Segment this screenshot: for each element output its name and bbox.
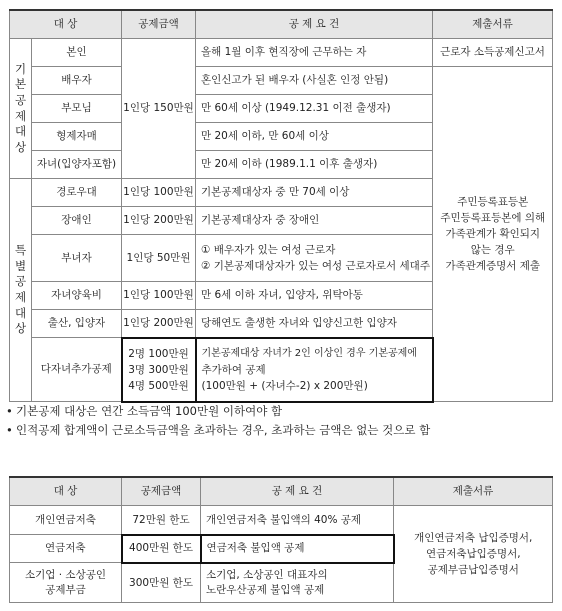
target-cell: 자녀양육비	[32, 282, 122, 310]
header-amount: 공제금액	[122, 10, 196, 39]
amount-cell: 1인당 200만원	[122, 207, 196, 235]
requirement-cell: 만 20세 이하 (1989.1.1 이후 출생자)	[196, 151, 433, 179]
note-item	[6, 402, 430, 421]
header-requirement: 공 제 요 건	[196, 10, 433, 39]
header-documents: 제출서류	[394, 477, 553, 506]
special-documents-cell	[433, 67, 553, 402]
target-cell: 출산, 입양자	[32, 310, 122, 338]
doc-line: 가족관계가 확인되지	[445, 228, 541, 240]
personal-deduction-table	[9, 9, 553, 403]
group-special-label: 특 별 공 제 대 상	[10, 179, 32, 402]
requirement-line: 소기업, 소상공인 대표자의	[206, 568, 328, 581]
amount-cell: 1인당 100만원	[122, 179, 196, 207]
doc-line: 주민등록표등본	[457, 196, 529, 208]
requirement-cell: 만 60세 이상 (1949.12.31 이전 출생자)	[196, 95, 433, 123]
target-cell: 형제자매	[32, 123, 122, 151]
amount-line: 2명 100만원	[128, 347, 189, 360]
requirement-line: 노란우산공제 불입액 공제	[206, 583, 325, 596]
requirement-cell: 만 20세 이하, 만 60세 이상	[196, 123, 433, 151]
amount-line: 4명 500만원	[128, 379, 189, 392]
doc-line: 공제부금납입증명서	[427, 564, 519, 576]
doc-line: 주민등록표등본에 의해	[440, 212, 546, 224]
target-line: 소기업 · 소상공인	[24, 568, 106, 581]
target-cell: 장애인	[32, 207, 122, 235]
notes	[6, 402, 430, 440]
doc-line: 연금저축납입증명서,	[425, 548, 521, 560]
target-cell: 본인	[32, 39, 122, 67]
note-text: 기본공제 대상은 연간 소득금액 100만원 이하여야 함	[16, 404, 283, 418]
target-cell: 자녀(입양자포함)	[32, 151, 122, 179]
requirement-cell: 혼인신고가 된 배우자 (사실혼 인정 안됨)	[196, 67, 433, 95]
target-cell: 다자녀추가공제	[32, 338, 122, 402]
header-amount: 공제금액	[122, 477, 201, 506]
group-basic-label: 기 본 공 제 대 상	[10, 39, 32, 179]
bullet-icon: •	[6, 404, 13, 418]
target-cell: 배우자	[32, 67, 122, 95]
table-row	[10, 39, 553, 67]
requirement-line: (100만원 + (자녀수-2) x 200만원)	[201, 379, 368, 392]
doc-line: 가족관계증명서 제출	[445, 260, 541, 272]
amount-line: 3명 300만원	[128, 363, 189, 376]
table-row	[10, 67, 553, 95]
target-cell: 부모님	[32, 95, 122, 123]
amount-cell: 400만원 한도	[122, 535, 201, 563]
requirement-cell: 당해연도 출생한 자녀와 입양신고한 입양자	[196, 310, 433, 338]
header-requirement: 공 제 요 건	[201, 477, 394, 506]
target-line: 공제부금	[45, 583, 86, 596]
target-cell: 경로우대	[32, 179, 122, 207]
requirement-line: 추가하여 공제	[201, 363, 266, 376]
amount-cell	[122, 338, 196, 402]
table-row	[10, 506, 553, 535]
documents-cell	[394, 506, 553, 603]
pension-deduction-table	[9, 476, 553, 603]
requirement-cell: 기본공제대상자 중 만 70세 이상	[196, 179, 433, 207]
requirement-cell	[201, 563, 394, 603]
target-cell: 연금저축	[10, 535, 122, 563]
target-cell: 개인연금저축	[10, 506, 122, 535]
header-target: 대 상	[10, 10, 122, 39]
amount-cell: 72만원 한도	[122, 506, 201, 535]
amount-cell: 1인당 200만원	[122, 310, 196, 338]
amount-cell: 1인당 100만원	[122, 282, 196, 310]
amount-cell: 300만원 한도	[122, 563, 201, 603]
doc-line: 개인연금저축 납입증명서,	[414, 532, 533, 544]
requirement-cell: 연금저축 불입액 공제	[201, 535, 394, 563]
requirement-cell: 개인연금저축 불입액의 40% 공제	[201, 506, 394, 535]
requirement-cell	[196, 235, 433, 282]
requirement-cell: 기본공제대상자 중 장애인	[196, 207, 433, 235]
target-cell: 부녀자	[32, 235, 122, 282]
requirement-line: ① 배우자가 있는 여성 근로자	[201, 244, 336, 256]
requirement-cell	[196, 338, 433, 402]
doc-line: 않는 경우	[470, 244, 515, 256]
header-documents: 제출서류	[433, 10, 553, 39]
amount-cell: 1인당 50만원	[122, 235, 196, 282]
requirement-cell: 올해 1월 이후 현직장에 근무하는 자	[196, 39, 433, 67]
requirement-line: ② 기본공제대상자가 있는 여성 근로자로서 세대주	[201, 260, 430, 272]
note-item	[6, 421, 430, 440]
target-cell	[10, 563, 122, 603]
basic-amount-cell: 1인당 150만원	[122, 39, 196, 179]
note-text: 인적공제 합계액이 근로소득금액을 초과하는 경우, 초과하는 금액은 없는 것으로 함	[16, 423, 431, 437]
requirement-cell: 만 6세 이하 자녀, 입양자, 위탁아동	[196, 282, 433, 310]
requirement-line: 기본공제대상 자녀가 2인 이상인 경우 기본공제에	[201, 347, 417, 359]
basic-documents-cell: 근로자 소득공제신고서	[433, 39, 553, 67]
bullet-icon: •	[6, 423, 13, 437]
header-target: 대 상	[10, 477, 122, 506]
